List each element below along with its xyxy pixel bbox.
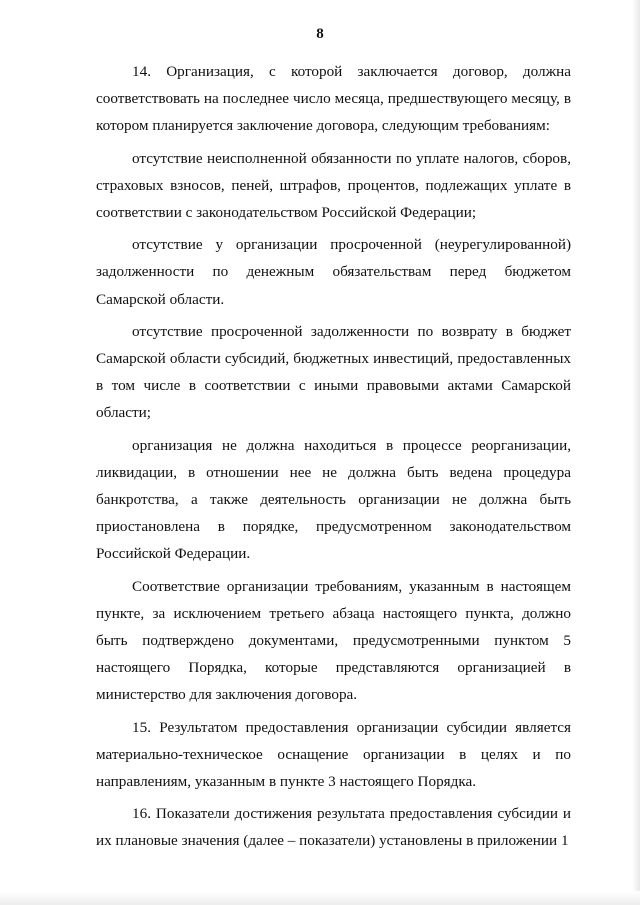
paragraph-no-subsidy-debt: отсутствие просроченной задолженности по возврату в бюджет Самарской области субсидий, бюджетных инвестиций, предоставленных в том числе в соответствии с иными правовыми актами Самарской области; xyxy=(96,322,571,422)
paragraph-compliance-documents: Соответствие организации требованиям, указанным в настоящем пункте, за исключением третьего абзаца настоящего пункта, должно быть подтверждено документами, предусмотренными пунктом 5 настоящего Порядка, которые представляются организацией в министерство для заключения договора. xyxy=(96,577,571,704)
paragraph-item-16: 16. Показатели достижения результата предоставления субсидии и их плановые значения (далее – показатели) установлены в приложении 1 xyxy=(96,805,571,850)
scan-bottom-shadow xyxy=(0,891,640,905)
document-body xyxy=(96,58,571,860)
paragraph-no-budget-debt: отсутствие у организации просроченной (неурегулированной) задолженности по денежным обязательствам перед бюджетом Самарской области. xyxy=(96,236,571,308)
page-number: 8 xyxy=(316,26,324,42)
paragraph-no-tax-debt: отсутствие неисполненной обязанности по уплате налогов, сборов, страховых взносов, пеней, штрафов, процентов, подлежащих уплате в соответствии с законодательством Российской Федерации; xyxy=(96,149,571,222)
paragraph-item-15: 15. Результатом предоставления организации субсидии является материально-техническое оснащение организации в целях и по направлениям, указанным в пункте 3 настоящего Порядка. xyxy=(96,718,571,791)
paragraph-item-14: 14. Организация, с которой заключается договор, должна соответствовать на последнее число месяца, предшествующего месяцу, в котором планируется заключение договора, следующим требованиям: xyxy=(96,63,571,135)
scan-edge-shadow xyxy=(632,0,640,905)
paragraph-no-reorganization: организация не должна находиться в процессе реорганизации, ликвидации, в отношении нее не должна быть ведена процедура банкротства, а также деятельность организации не должна быть приостановлена в порядке, предусмотренном законодательством Российской Федерации. xyxy=(96,436,571,563)
